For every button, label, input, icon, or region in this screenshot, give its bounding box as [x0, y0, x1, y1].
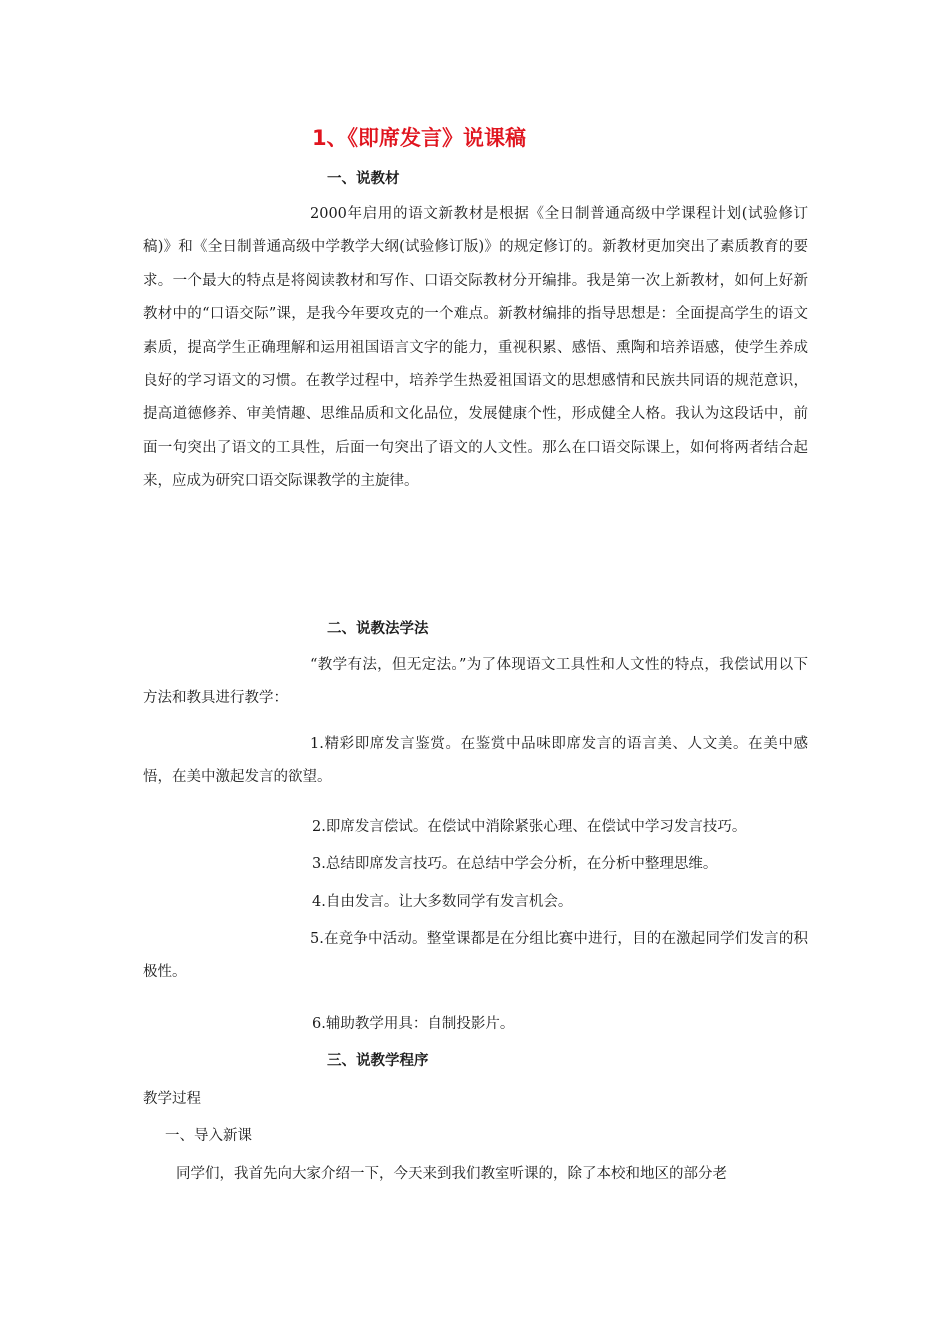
section-heading-procedure: 三、说教学程序 — [327, 1053, 429, 1069]
step-body-intro: 同学们，我首先向大家介绍一下，今天来到我们教室听课的，除了本校和地区的部分老 — [176, 1166, 727, 1182]
method-item-5: 5.在竞争中活动。整堂课都是在分组比赛中进行，目的在激起同学们发言的积极性。 — [143, 931, 808, 981]
section-intro-methods: “教学有法，但无定法。”为了体现语文工具性和人文性的特点，我偿试用以下方法和教具进行教学： — [143, 657, 808, 707]
method-item-3: 3.总结即席发言技巧。在总结中学会分析，在分析中整理思维。 — [312, 856, 718, 872]
method-item-6: 6.辅助教学用具：自制投影片。 — [312, 1016, 515, 1032]
step-heading-intro: 一、导入新课 — [165, 1128, 252, 1144]
method-item-4: 4.自由发言。让大多数同学有发言机会。 — [312, 894, 573, 910]
section-heading-teaching-material: 一、说教材 — [327, 171, 400, 187]
method-item-1: 1.精彩即席发言鉴赏。在鉴赏中品味即席发言的语言美、人文美。在美中感悟，在美中激起发言的欲望。 — [143, 736, 808, 786]
method-item-2: 2.即席发言偿试。在偿试中消除紧张心理、在偿试中学习发言技巧。 — [312, 819, 747, 835]
teaching-process-label: 教学过程 — [143, 1091, 201, 1107]
document-title: 1、《即席发言》说课稿 — [311, 126, 527, 150]
section-body-teaching-material: 2000年启用的语文新教材是根据《全日制普通高级中学课程计划(试验修订稿)》和《全日制普通高级中学教学大纲(试验修订版)》的规定修订的。新教材更加突出了素质教育的要求。一个最大的特点是将阅读教材和写作、口语交际教材分开编排。我是第一次上新教材，如何上好新教材中的“口语交际”课，是我今年要攻克的一个难点。新教材编排的指导思想是：全面提高学生的语文素质，提高学生正确理解和运用祖国语言文字的能力，重视积累、感悟、熏陶和培养语感，使学生养成良好的学习语文的习惯。在教学过程中，培养学生热爱祖国语文的思想感情和民族共同语的规范意识，提高道德修养、审美情趣、思维品质和文化品位，发展健康个性，形成健全人格。我认为这段话中，前面一句突出了语文的工具性，后面一句突出了语文的人文性。那么在口语交际课上，如何将两者结合起来，应成为研究口语交际课教学的主旋律。 — [143, 206, 808, 490]
section-heading-methods: 二、说教法学法 — [327, 621, 429, 637]
